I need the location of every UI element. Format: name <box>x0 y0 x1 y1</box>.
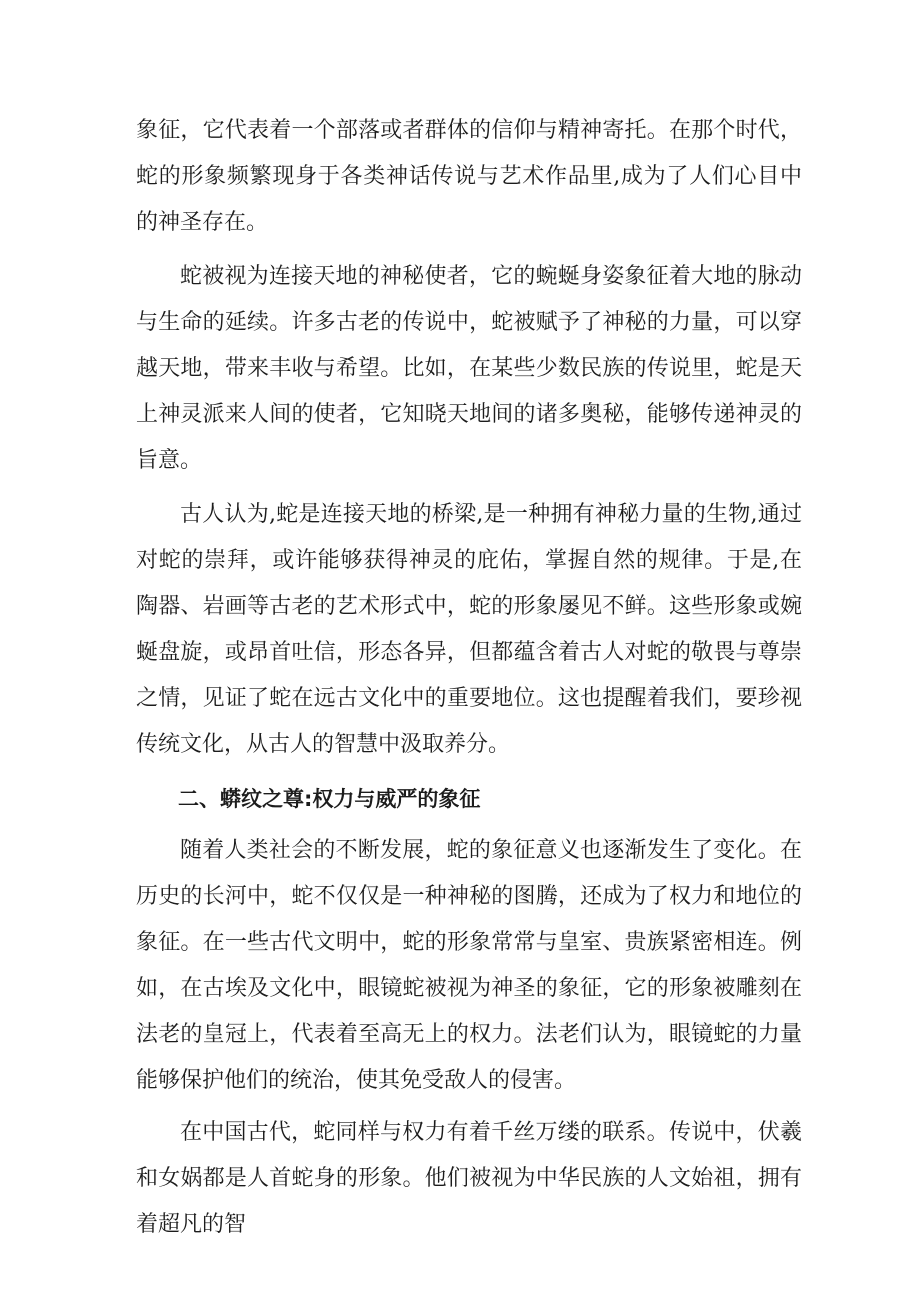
paragraph-2: 蛇被视为连接天地的神秘使者，它的蜿蜒身姿象征着大地的脉动与生命的延续。许多古老的传说中，蛇被赋予了神秘的力量，可以穿越天地，带来丰收与希望。比如，在某些少数民族的传说里，蛇是天上神灵派来人间的使者，它知晓天地间的诸多奥秘，能够传递神灵的旨意。 <box>136 264 802 473</box>
paragraph-4: 随着人类社会的不断发展，蛇的象征意义也逐渐发生了变化。在历史的长河中，蛇不仅仅是一种神秘的图腾，还成为了权力和地位的象征。在一些古代文明中，蛇的形象常常与皇室、贵族紧密相连。例如，在古埃及文化中，眼镜蛇被视为神圣的象征，它的形象被雕刻在法老的皇冠上，代表着至高无上的权力。法老们认为，眼镜蛇的力量能够保护他们的统治，使其免受敌人的侵害。 <box>136 838 802 1093</box>
section-heading: 二、蟒纹之尊:权力与威严的象征 <box>178 787 481 811</box>
paragraph-3: 古人认为,蛇是连接天地的桥梁,是一种拥有神秘力量的生物,通过对蛇的崇拜，或许能够获得神灵的庇佑，掌握自然的规律。于是,在陶器、岩画等古老的艺术形式中，蛇的形象屡见不鲜。这些形象或婉蜒盘旋，或昂首吐信，形态各异，但都蕴含着古人对蛇的敬畏与尊崇之情，见证了蛇在远古文化中的重要地位。这也提醒着我们，要珍视传统文化，从古人的智慧中汲取养分。 <box>136 502 802 757</box>
paragraph-1: 象征，它代表着一个部落或者群体的信仰与精神寄托。在那个时代，蛇的形象频繁现身于各类神话传说与艺术作品里,成为了人们心目中的神圣存在。 <box>136 118 802 235</box>
paragraph-5: 在中国古代，蛇同样与权力有着千丝万缕的联系。传说中，伏羲和女娲都是人首蛇身的形象。他们被视为中华民族的人文始祖，拥有着超凡的智 <box>136 1120 802 1237</box>
